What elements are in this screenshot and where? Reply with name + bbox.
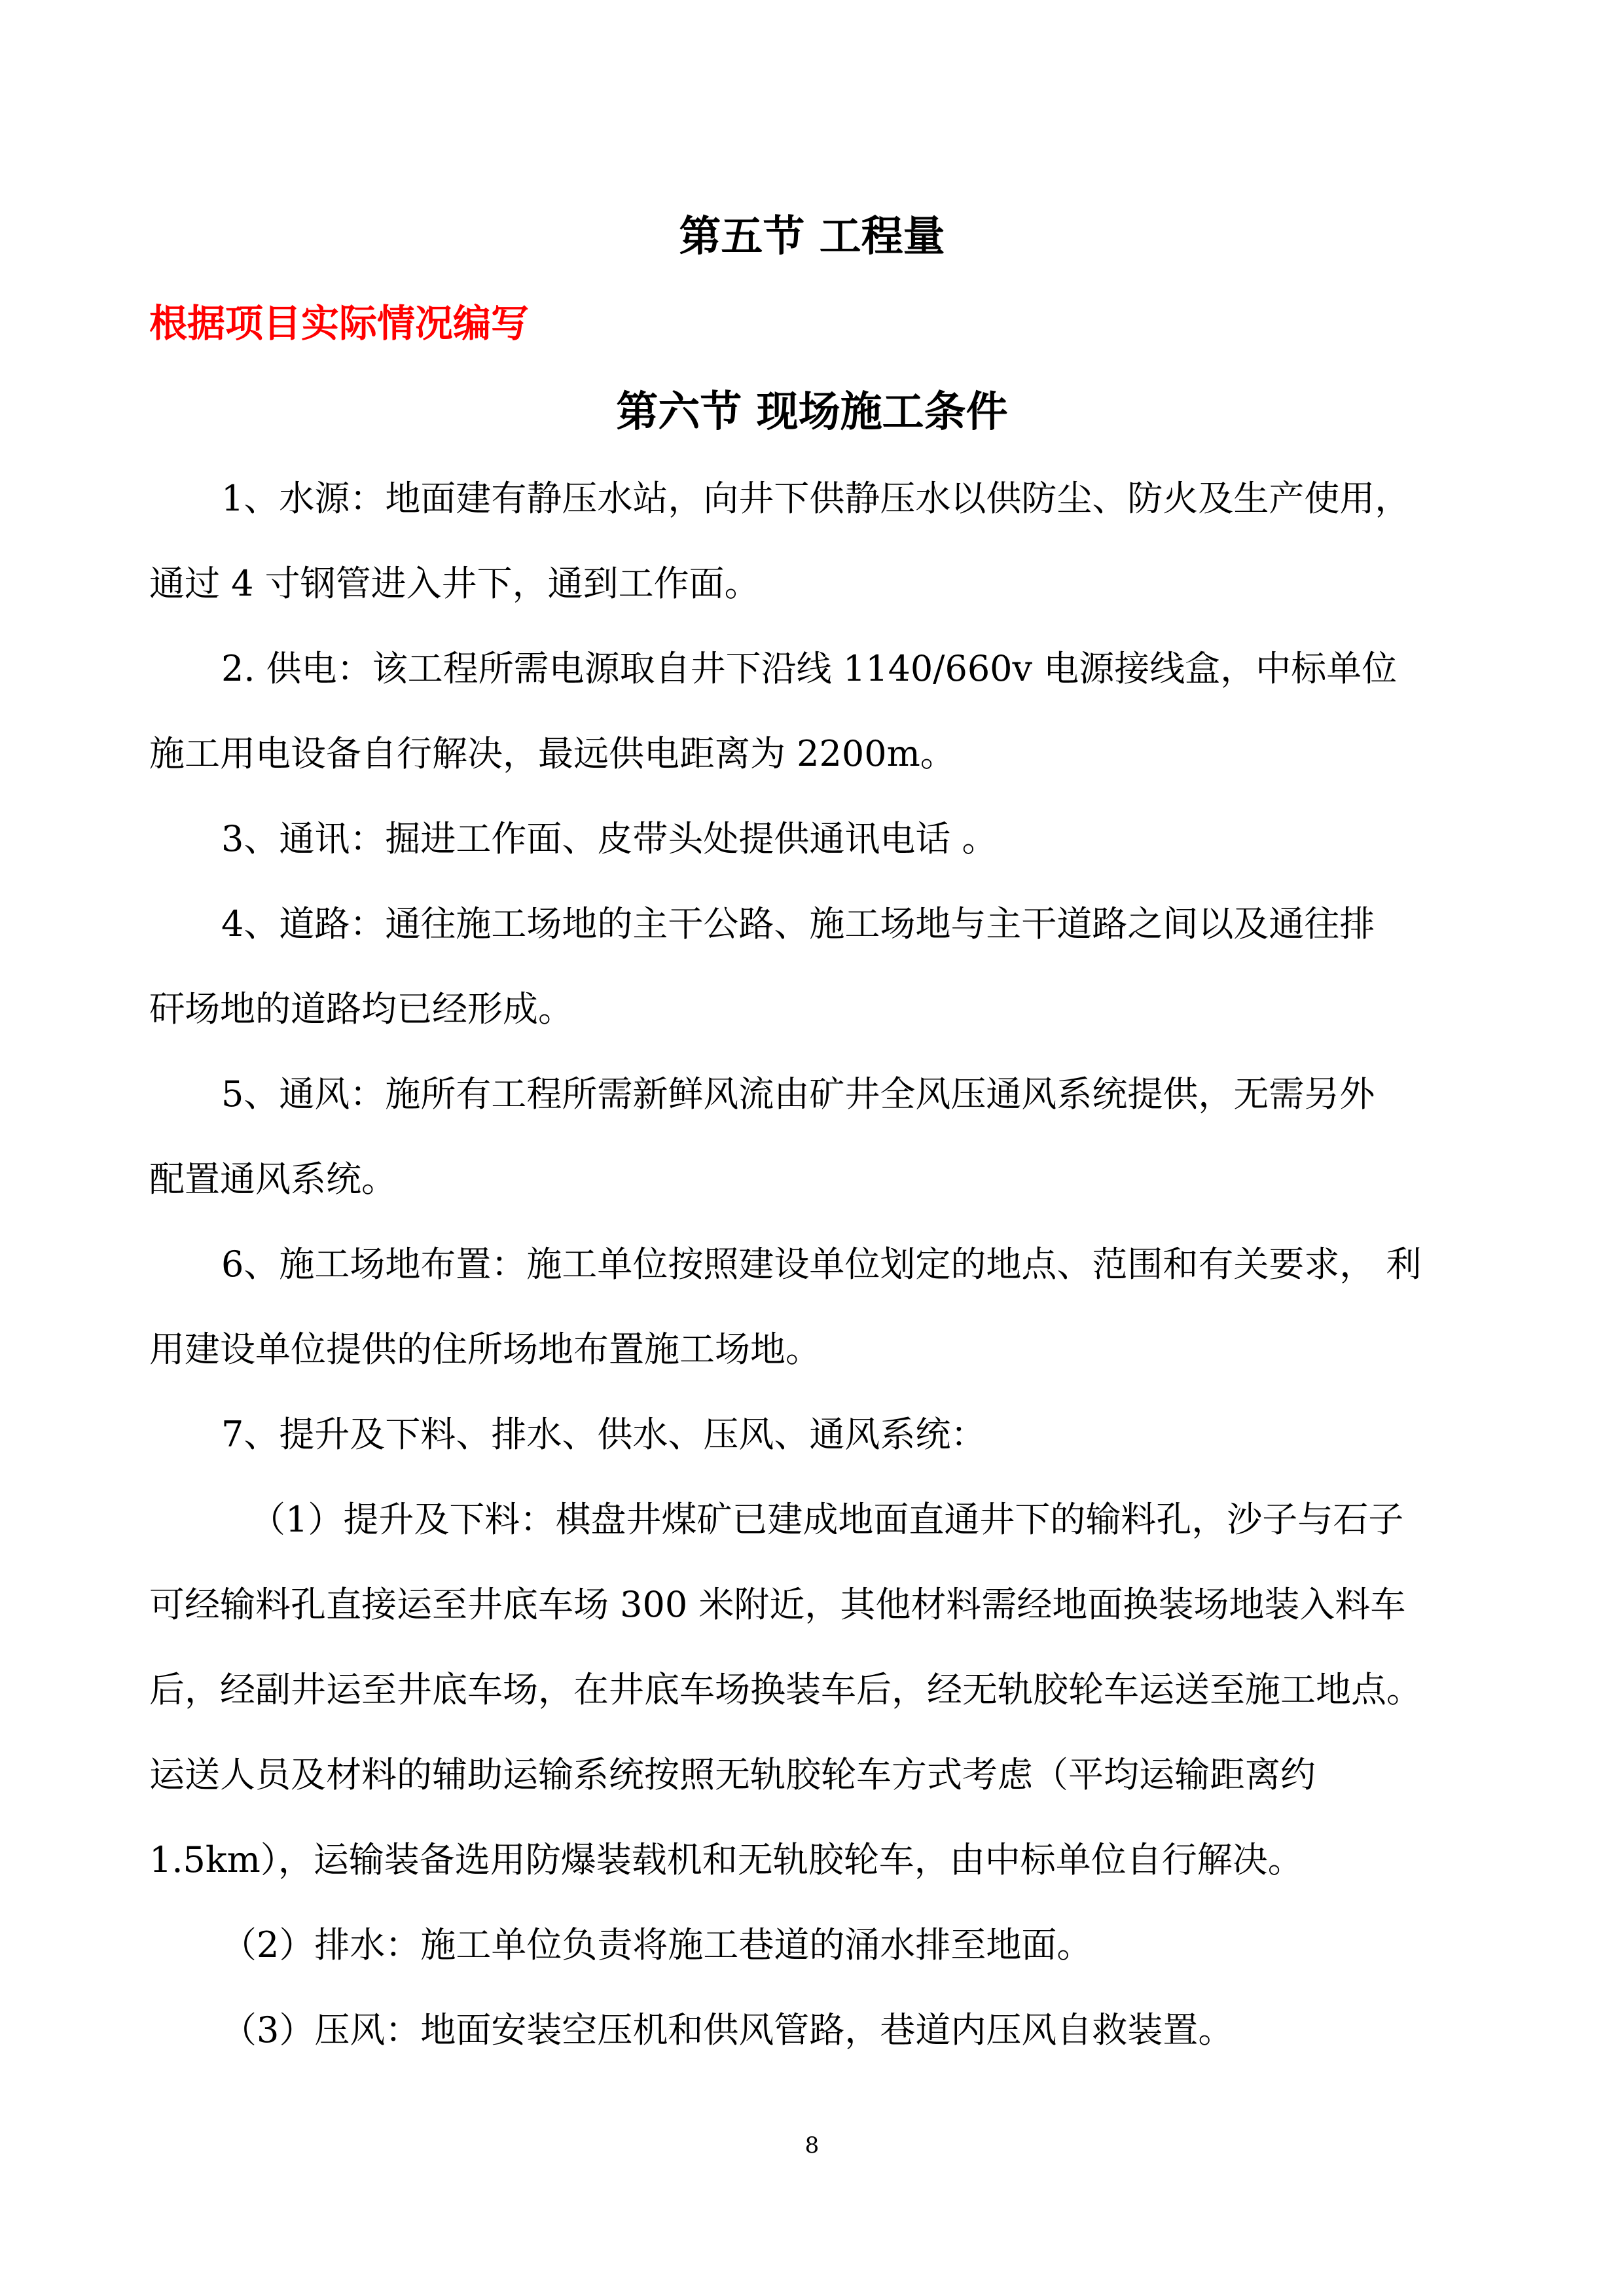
paragraph-line: 用建设单位提供的住所场地布置施工场地。 — [149, 1329, 821, 1370]
paragraph-line: 后，经副井运至井底车场，在井底车场换装车后，经无轨胶轮车运送至施工地点。 — [149, 1669, 1422, 1710]
paragraph-line: 运送人员及材料的辅助运输系统按照无轨胶轮车方式考虑（平均运输距离约 — [149, 1754, 1316, 1795]
section-6-title: 第六节 现场施工条件 — [616, 388, 1008, 437]
paragraph-line: 通过 4 寸钢管进入井下，通到工作面。 — [149, 563, 760, 604]
paragraph-line: 1.5km），运输装备选用防爆装载机和无轨胶轮车，由中标单位自行解决。 — [149, 1839, 1303, 1880]
paragraph-line: 5、通风：施所有工程所需新鲜风流由矿井全风压通风系统提供，无需另外 — [221, 1073, 1375, 1115]
paragraph-line: 可经输料孔直接运至井底车场 300 米附近，其他材料需经地面换装场地装入料车 — [149, 1584, 1406, 1625]
paragraph-line: （3）压风：地面安装空压机和供风管路，巷道内压风自救装置。 — [221, 2009, 1234, 2051]
paragraph-line: 7、提升及下料、排水、供水、压风、通风系统： — [221, 1414, 986, 1455]
section-5-note: 根据项目实际情况编写 — [149, 301, 530, 346]
paragraph-line: 4、道路：通往施工场地的主干公路、施工场地与主干道路之间以及通往排 — [221, 903, 1375, 944]
paragraph-line: 1、水源：地面建有静压水站，向井下供静压水以供防尘、防火及生产使用， — [221, 478, 1411, 519]
paragraph-line: （2）排水：施工单位负责将施工巷道的涌水排至地面。 — [221, 1924, 1092, 1965]
paragraph-line: 6、施工场地布置：施工单位按照建设单位划定的地点、范围和有关要求， 利 — [221, 1244, 1422, 1285]
paragraph-line: 2. 供电：该工程所需电源取自井下沿线 1140/660v 电源接线盒，中标单位 — [221, 648, 1398, 689]
paragraph-line: 配置通风系统。 — [149, 1158, 397, 1200]
page-number: 8 — [804, 2132, 820, 2159]
paragraph-line: 施工用电设备自行解决，最远供电距离为 2200m。 — [149, 733, 956, 774]
section-5-title: 第五节 工程量 — [679, 213, 945, 261]
paragraph-line: 矸场地的道路均已经形成。 — [149, 988, 573, 1030]
paragraph-line: （1）提升及下料：棋盘井煤矿已建成地面直通井下的输料孔，沙子与石子 — [250, 1499, 1404, 1540]
paragraph-line: 3、通讯：掘进工作面、皮带头处提供通讯电话 。 — [221, 818, 998, 859]
